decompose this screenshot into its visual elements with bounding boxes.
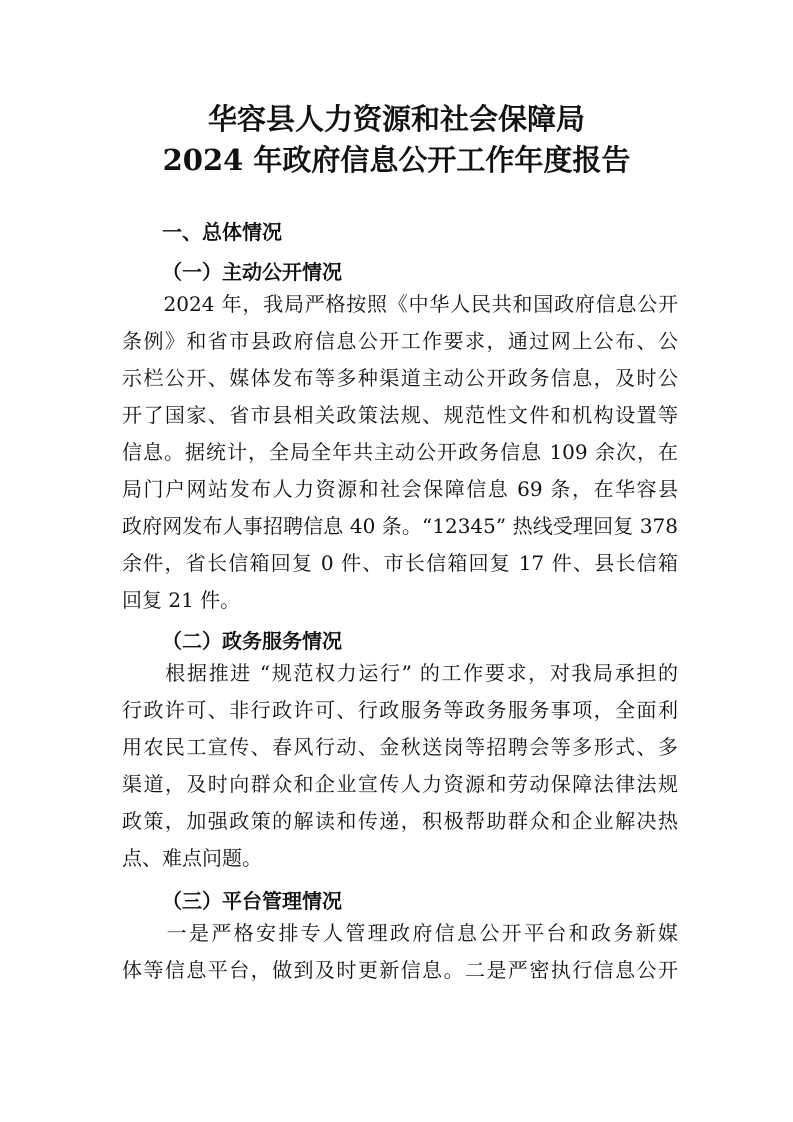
text-line: 信息。据统计，全局全年共主动公开政务信息 109 余次，在 — [122, 440, 678, 464]
text-line: 渠道，及时向群众和企业宣传人力资源和劳动保障法律法规 — [122, 772, 678, 796]
section-heading-overall: 一、总体情况 — [162, 220, 282, 244]
text-line: 余件，省长信箱回复 0 件、市长信箱回复 17 件、县长信箱 — [122, 551, 678, 575]
subheading-government-services: （二）政务服务情况 — [162, 629, 342, 653]
text-line: 回复 21 件。 — [122, 588, 241, 612]
text-line: 局门户网站发布人力资源和社会保障信息 69 条，在华容县 — [122, 477, 678, 501]
text-line: 点、难点问题。 — [122, 846, 262, 870]
text-line: 条例》和省市县政府信息公开工作要求，通过网上公布、公 — [122, 329, 678, 353]
text-line: 2024 年，我局严格按照《中华人民共和国政府信息公开 — [122, 292, 678, 316]
text-line: 示栏公开、媒体发布等多种渠道主动公开政务信息，及时公 — [122, 366, 678, 390]
text-line: 行政许可、非行政许可、行政服务等政务服务事项，全面利 — [122, 698, 678, 722]
text-line: 根据推进 “规范权力运行” 的工作要求，对我局承担的 — [122, 661, 678, 685]
text-line: 用农民工宣传、春风行动、金秋送岗等招聘会等多形式、多 — [122, 735, 678, 759]
text-line: 体等信息平台，做到及时更新信息。二是严密执行信息公开 — [122, 958, 678, 982]
paragraph-government-services — [122, 655, 678, 877]
subheading-platform-management: （三）平台管理情况 — [162, 889, 342, 913]
text-line: 一是严格安排专人管理政府信息公开平台和政务新媒 — [122, 921, 678, 945]
paragraph-proactive-disclosure — [122, 286, 678, 619]
subheading-proactive-disclosure: （一）主动公开情况 — [162, 260, 342, 284]
report-title-line1: 华容县人力资源和社会保障局 — [207, 102, 585, 136]
paragraph-platform-management — [122, 915, 678, 989]
text-line: 政府网发布人事招聘信息 40 条。“12345” 热线受理回复 378 — [122, 514, 678, 538]
report-title-line2: 2024 年政府信息公开工作年度报告 — [162, 143, 631, 177]
text-line: 开了国家、省市县相关政策法规、规范性文件和机构设置等 — [122, 403, 678, 427]
text-line: 政策，加强政策的解读和传递，积极帮助群众和企业解决热 — [122, 809, 678, 833]
